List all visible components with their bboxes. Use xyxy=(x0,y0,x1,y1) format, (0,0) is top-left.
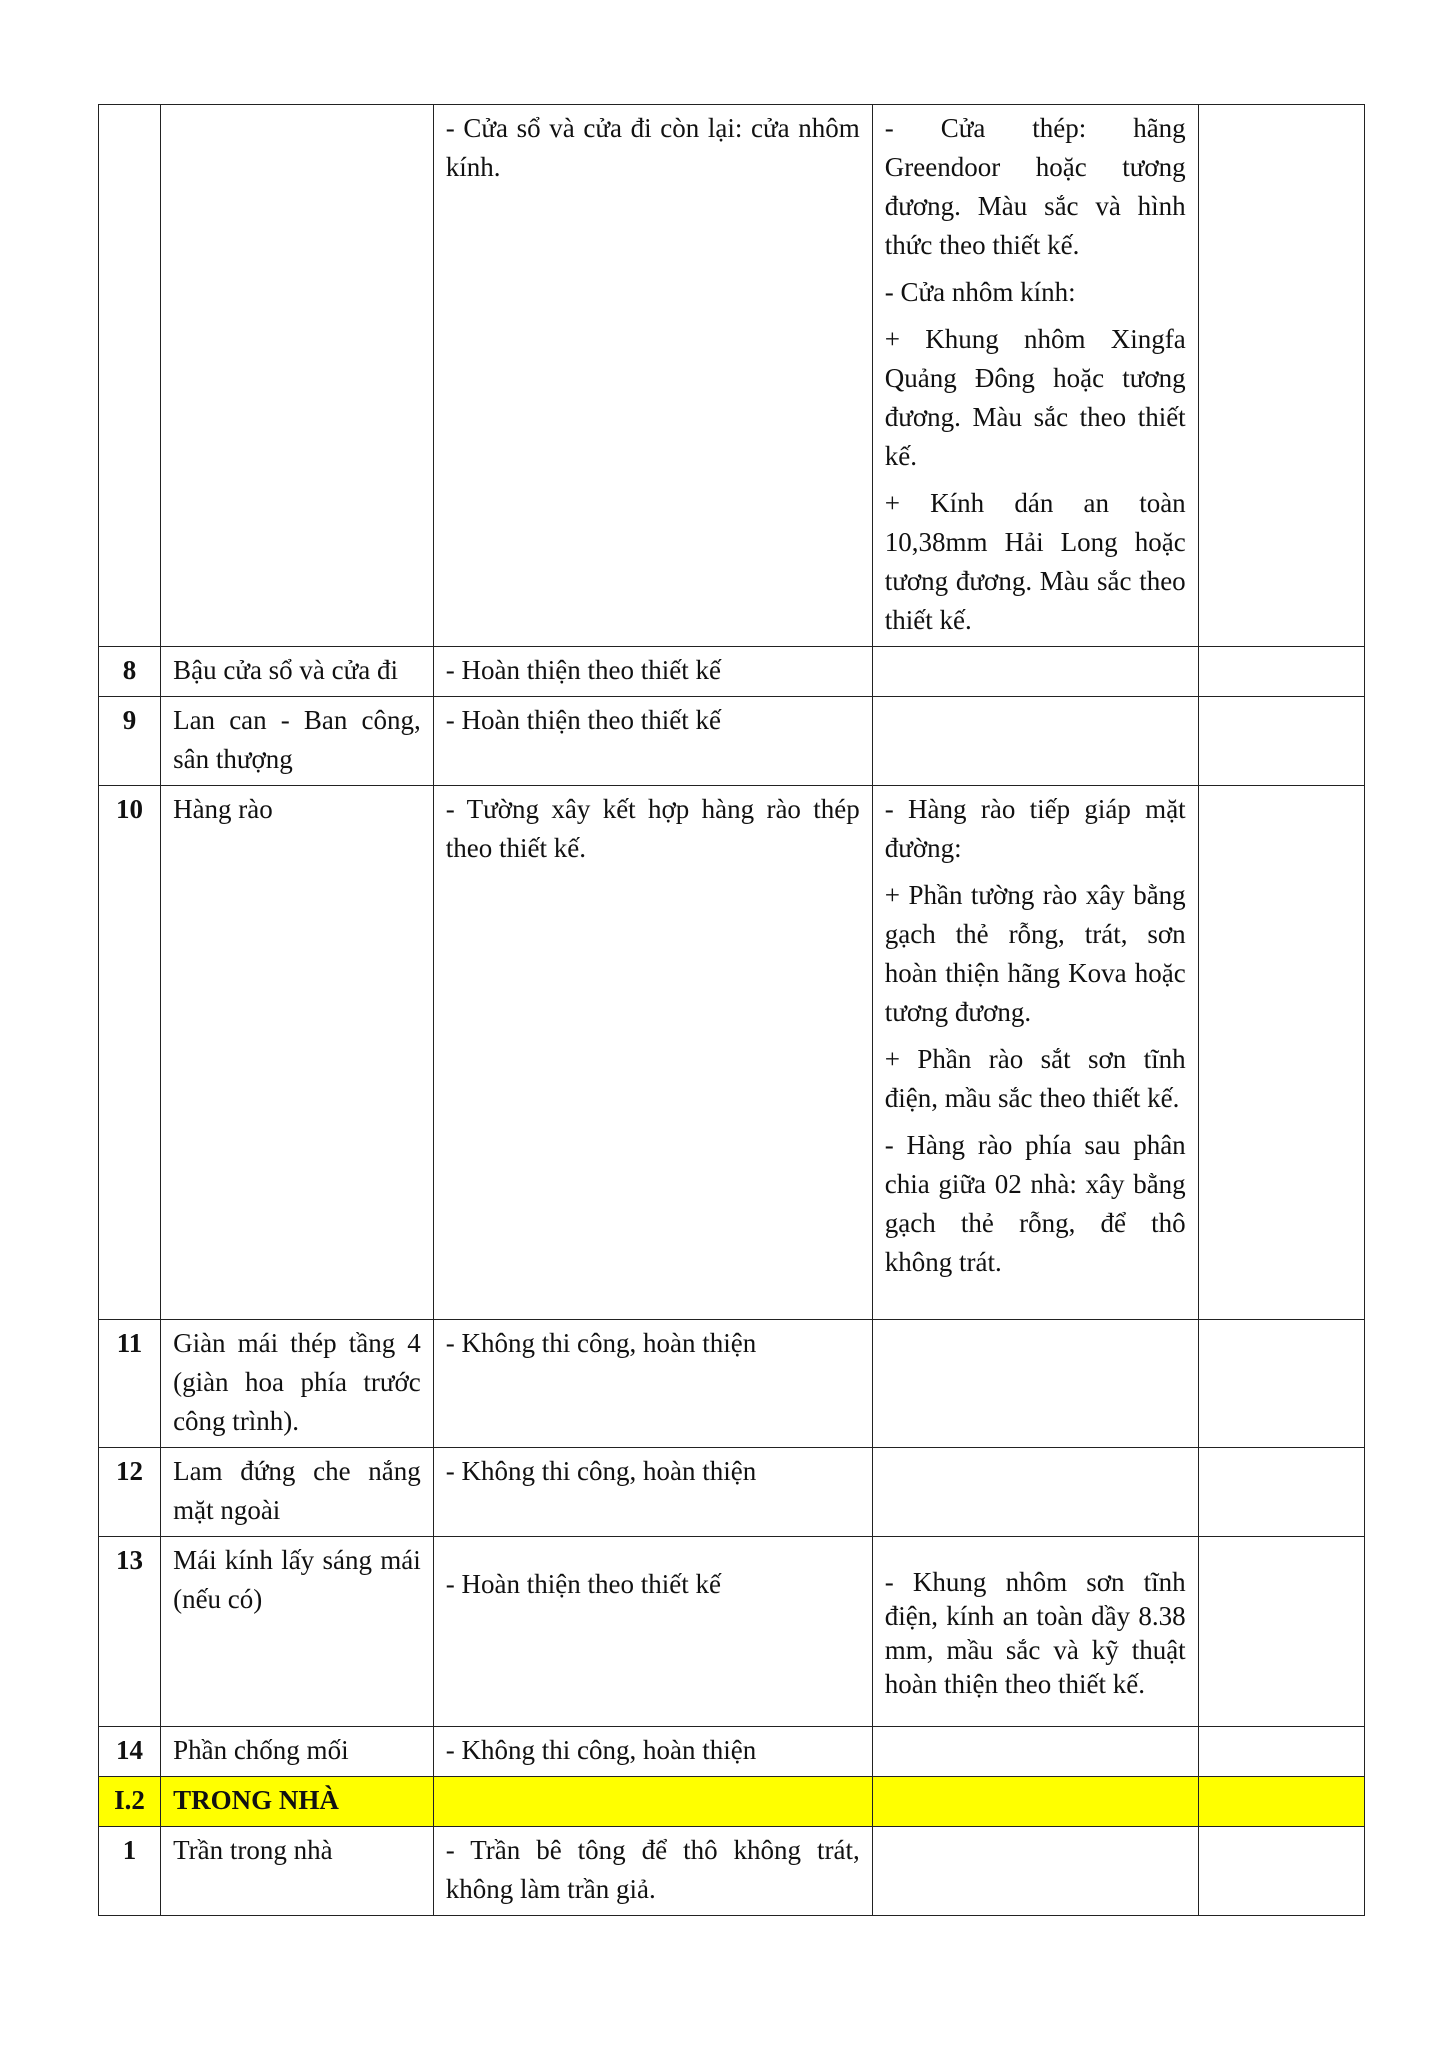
section-empty-cell xyxy=(1198,1777,1364,1827)
row-number: 8 xyxy=(99,647,161,697)
requirement-cell: - Không thi công, hoàn thiện xyxy=(433,1320,872,1448)
spec-cell xyxy=(872,1537,1198,1727)
specification-table xyxy=(98,104,1365,1916)
note-cell xyxy=(1198,697,1364,786)
spec-paragraph: + Khung nhôm Xingfa Quảng Đông hoặc tương đương. Màu sắc theo thiết kế. xyxy=(884,324,1186,471)
section-empty-cell xyxy=(872,1777,1198,1827)
row-number: 12 xyxy=(99,1448,161,1537)
item-name: Giàn mái thép tầng 4 (giàn hoa phía trước công trình). xyxy=(161,1320,434,1448)
item-name: Trần trong nhà xyxy=(161,1827,434,1916)
spec-paragraph: + Phần tường rào xây bằng gạch thẻ rỗng, trát, sơn hoàn thiện hãng Kova hoặc tương đương. xyxy=(884,880,1186,1027)
note-cell xyxy=(1198,1727,1364,1777)
requirement-cell: - Trần bê tông để thô không trát, không làm trần giả. xyxy=(433,1827,872,1916)
section-title: TRONG NHÀ xyxy=(161,1777,434,1827)
spec-cell xyxy=(872,1320,1198,1448)
spec-paragraph: - Hàng rào phía sau phân chia giữa 02 nhà: xây bằng gạch thẻ rỗng, để thô không trát. xyxy=(884,1130,1186,1277)
spec-paragraph: + Kính dán an toàn 10,38mm Hải Long hoặc tương đương. Màu sắc theo thiết kế. xyxy=(884,488,1186,635)
note-cell xyxy=(1198,1320,1364,1448)
spec-cell xyxy=(872,647,1198,697)
requirement-cell: - Tường xây kết hợp hàng rào thép theo thiết kế. xyxy=(433,786,872,1320)
spec-paragraph: - Khung nhôm sơn tĩnh điện, kính an toàn dầy 8.38 mm, mầu sắc và kỹ thuật hoàn thiện theo thiết kế. xyxy=(884,1567,1186,1699)
item-name: Lam đứng che nắng mặt ngoài xyxy=(161,1448,434,1537)
row-number xyxy=(99,105,161,647)
spec-paragraph: - Cửa nhôm kính: xyxy=(884,277,1076,307)
spec-paragraph: - Cửa thép: hãng Greendoor hoặc tương đương. Màu sắc và hình thức theo thiết kế. xyxy=(884,113,1186,260)
note-cell xyxy=(1198,647,1364,697)
row-number: 14 xyxy=(99,1727,161,1777)
requirement-cell: - Cửa sổ và cửa đi còn lại: cửa nhôm kính. xyxy=(433,105,872,647)
row-number: 1 xyxy=(99,1827,161,1916)
table-row xyxy=(99,1827,1365,1916)
section-header-row xyxy=(99,1777,1365,1827)
spec-cell xyxy=(872,697,1198,786)
requirement-cell: - Không thi công, hoàn thiện xyxy=(433,1727,872,1777)
requirement-cell: - Không thi công, hoàn thiện xyxy=(433,1448,872,1537)
spec-paragraph: + Phần rào sắt sơn tĩnh điện, mầu sắc theo thiết kế. xyxy=(884,1044,1186,1113)
note-cell xyxy=(1198,786,1364,1320)
spec-cell xyxy=(872,105,1198,647)
section-number: I.2 xyxy=(99,1777,161,1827)
spec-cell xyxy=(872,1827,1198,1916)
table-row xyxy=(99,647,1365,697)
table-row xyxy=(99,786,1365,1320)
spec-cell xyxy=(872,1727,1198,1777)
item-name: Phần chống mối xyxy=(161,1727,434,1777)
requirement-cell: - Hoàn thiện theo thiết kế xyxy=(433,697,872,786)
table-row xyxy=(99,105,1365,647)
section-empty-cell xyxy=(433,1777,872,1827)
note-cell xyxy=(1198,105,1364,647)
spec-cell xyxy=(872,1448,1198,1537)
item-name: Bậu cửa sổ và cửa đi xyxy=(161,647,434,697)
row-number: 13 xyxy=(99,1537,161,1727)
note-cell xyxy=(1198,1827,1364,1916)
item-name: Mái kính lấy sáng mái (nếu có) xyxy=(161,1537,434,1727)
requirement-cell: - Hoàn thiện theo thiết kế xyxy=(433,647,872,697)
note-cell xyxy=(1198,1537,1364,1727)
row-number: 9 xyxy=(99,697,161,786)
table-row xyxy=(99,1448,1365,1537)
row-number: 10 xyxy=(99,786,161,1320)
table-row xyxy=(99,697,1365,786)
item-name: Lan can - Ban công, sân thượng xyxy=(161,697,434,786)
spec-cell xyxy=(872,786,1198,1320)
note-cell xyxy=(1198,1448,1364,1537)
spec-paragraph: - Hàng rào tiếp giáp mặt đường: xyxy=(884,794,1186,863)
table-row xyxy=(99,1727,1365,1777)
item-name: Hàng rào xyxy=(161,786,434,1320)
item-name xyxy=(161,105,434,647)
table-row xyxy=(99,1320,1365,1448)
row-number: 11 xyxy=(99,1320,161,1448)
table-row xyxy=(99,1537,1365,1727)
requirement-cell: - Hoàn thiện theo thiết kế xyxy=(433,1537,872,1727)
